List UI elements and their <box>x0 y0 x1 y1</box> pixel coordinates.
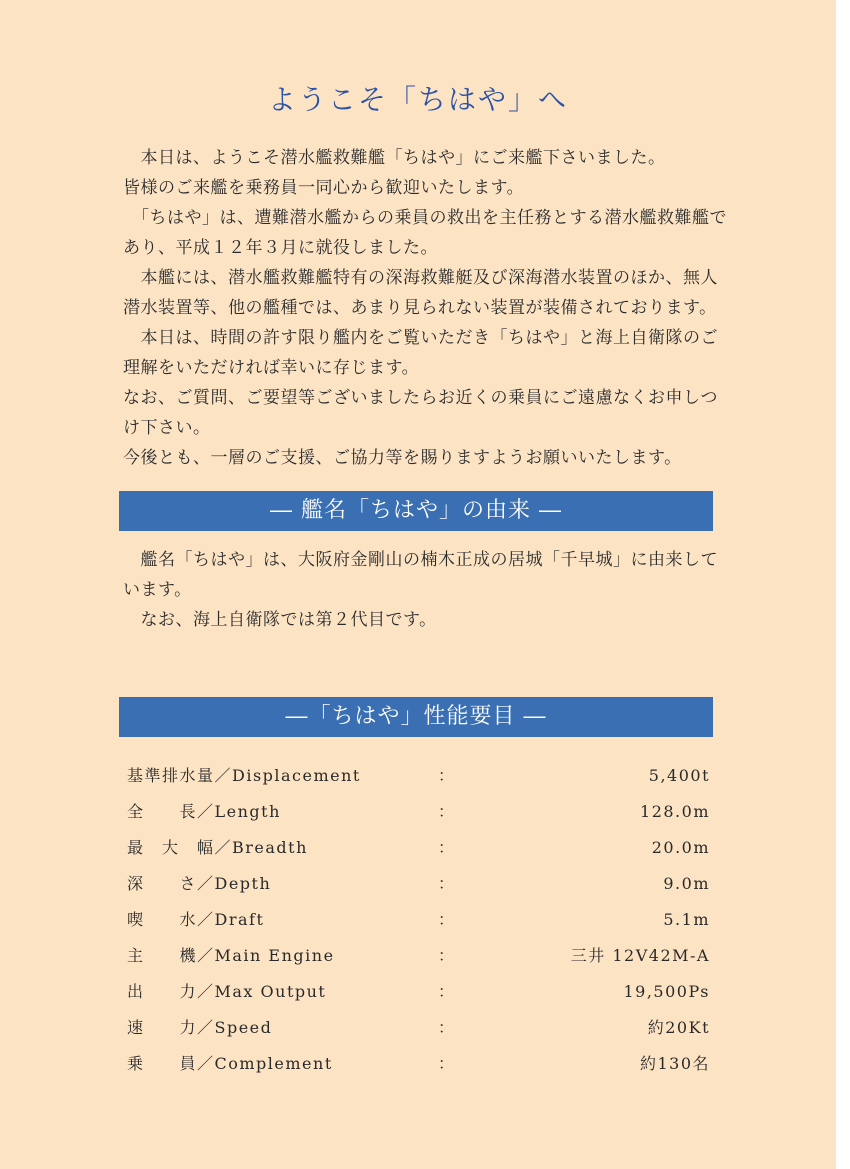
spec-colon: ： <box>438 1054 455 1073</box>
spec-colon: ： <box>438 982 455 1001</box>
specs-heading-banner: ―「ちはや」性能要目 ― <box>119 697 713 737</box>
origin-line: なお、海上自衛隊では第２代目です。 <box>123 610 437 630</box>
origin-line: います。 <box>123 580 192 600</box>
spec-colon: ： <box>438 874 455 893</box>
spec-row-depth <box>127 871 710 897</box>
spec-colon: ： <box>438 766 455 785</box>
intro-line: 本日は、時間の許す限り艦内をご覧いただき「ちはや」と海上自衛隊のご <box>123 328 718 348</box>
spec-row-breadth <box>127 835 710 861</box>
intro-line: 皆様のご来艦を乗務員一同心から歓迎いたします。 <box>123 178 525 198</box>
spec-value: 128.0m <box>640 802 710 821</box>
spec-value: 19,500Ps <box>623 982 710 1001</box>
spec-value: 9.0m <box>663 874 710 893</box>
spec-label: 全 長／Length <box>127 802 281 821</box>
spec-label: 乗 員／Complement <box>127 1054 333 1073</box>
spec-colon: ： <box>438 802 455 821</box>
spec-colon: ： <box>438 946 455 965</box>
intro-line: 理解をいただければ幸いに存じます。 <box>123 358 420 378</box>
spec-label: 深 さ／Depth <box>127 874 272 893</box>
spec-row-displacement <box>127 763 710 789</box>
spec-label: 出 力／Max Output <box>127 982 327 1001</box>
spec-label: 最 大 幅／Breadth <box>127 838 308 857</box>
spec-value: 約20Kt <box>647 1018 710 1037</box>
intro-line: なお、ご質問、ご要望等ございましたらお近くの乗員にご遠慮なくお申しつ <box>123 388 718 408</box>
spec-label: 主 機／Main Engine <box>127 946 335 965</box>
spec-value: 5,400t <box>648 766 710 785</box>
spec-row-length <box>127 799 710 825</box>
intro-line: 本日は、ようこそ潜水艦救難艦「ちはや」にご来艦下さいました。 <box>123 148 666 168</box>
spec-label: 速 力／Speed <box>127 1018 273 1037</box>
spec-label: 基準排水量／Displacement <box>127 766 361 785</box>
intro-line: け下さい。 <box>123 418 211 438</box>
intro-line: 本艦には、潜水艦救難艦特有の深海救難艇及び深海潜水装置のほか、無人 <box>123 268 718 288</box>
origin-heading-banner: ― 艦名「ちはや」の由来 ― <box>119 491 713 531</box>
spec-row-max-output <box>127 979 710 1005</box>
page-title: ようこそ「ちはや」へ <box>267 83 568 116</box>
spec-value: 5.1m <box>663 910 710 929</box>
spec-colon: ： <box>438 838 455 857</box>
intro-line: 「ちはや」は、遭難潜水艦からの乗員の救出を主任務とする潜水艦救難艦で <box>123 208 727 228</box>
origin-line: 艦名「ちはや」は、大阪府金剛山の楠木正成の居城「千早城」に由来して <box>123 550 718 570</box>
spec-row-main-engine <box>127 943 710 969</box>
spec-row-draft <box>127 907 710 933</box>
spec-colon: ： <box>438 1018 455 1037</box>
spec-value: 三井 12V42M-A <box>570 946 710 965</box>
spec-label: 喫 水／Draft <box>127 910 265 929</box>
spec-value: 約130名 <box>639 1054 710 1073</box>
intro-line: 潜水装置等、他の艦種では、あまり見られない装置が装備されております。 <box>123 298 717 318</box>
spec-value: 20.0m <box>651 838 710 857</box>
spec-row-complement <box>127 1051 710 1077</box>
intro-line: 今後とも、一層のご支援、ご協力等を賜りますようお願いいたします。 <box>123 448 682 468</box>
intro-line: あり、平成１２年３月に就役しました。 <box>123 238 438 258</box>
spec-colon: ： <box>438 910 455 929</box>
spec-row-speed <box>127 1015 710 1041</box>
